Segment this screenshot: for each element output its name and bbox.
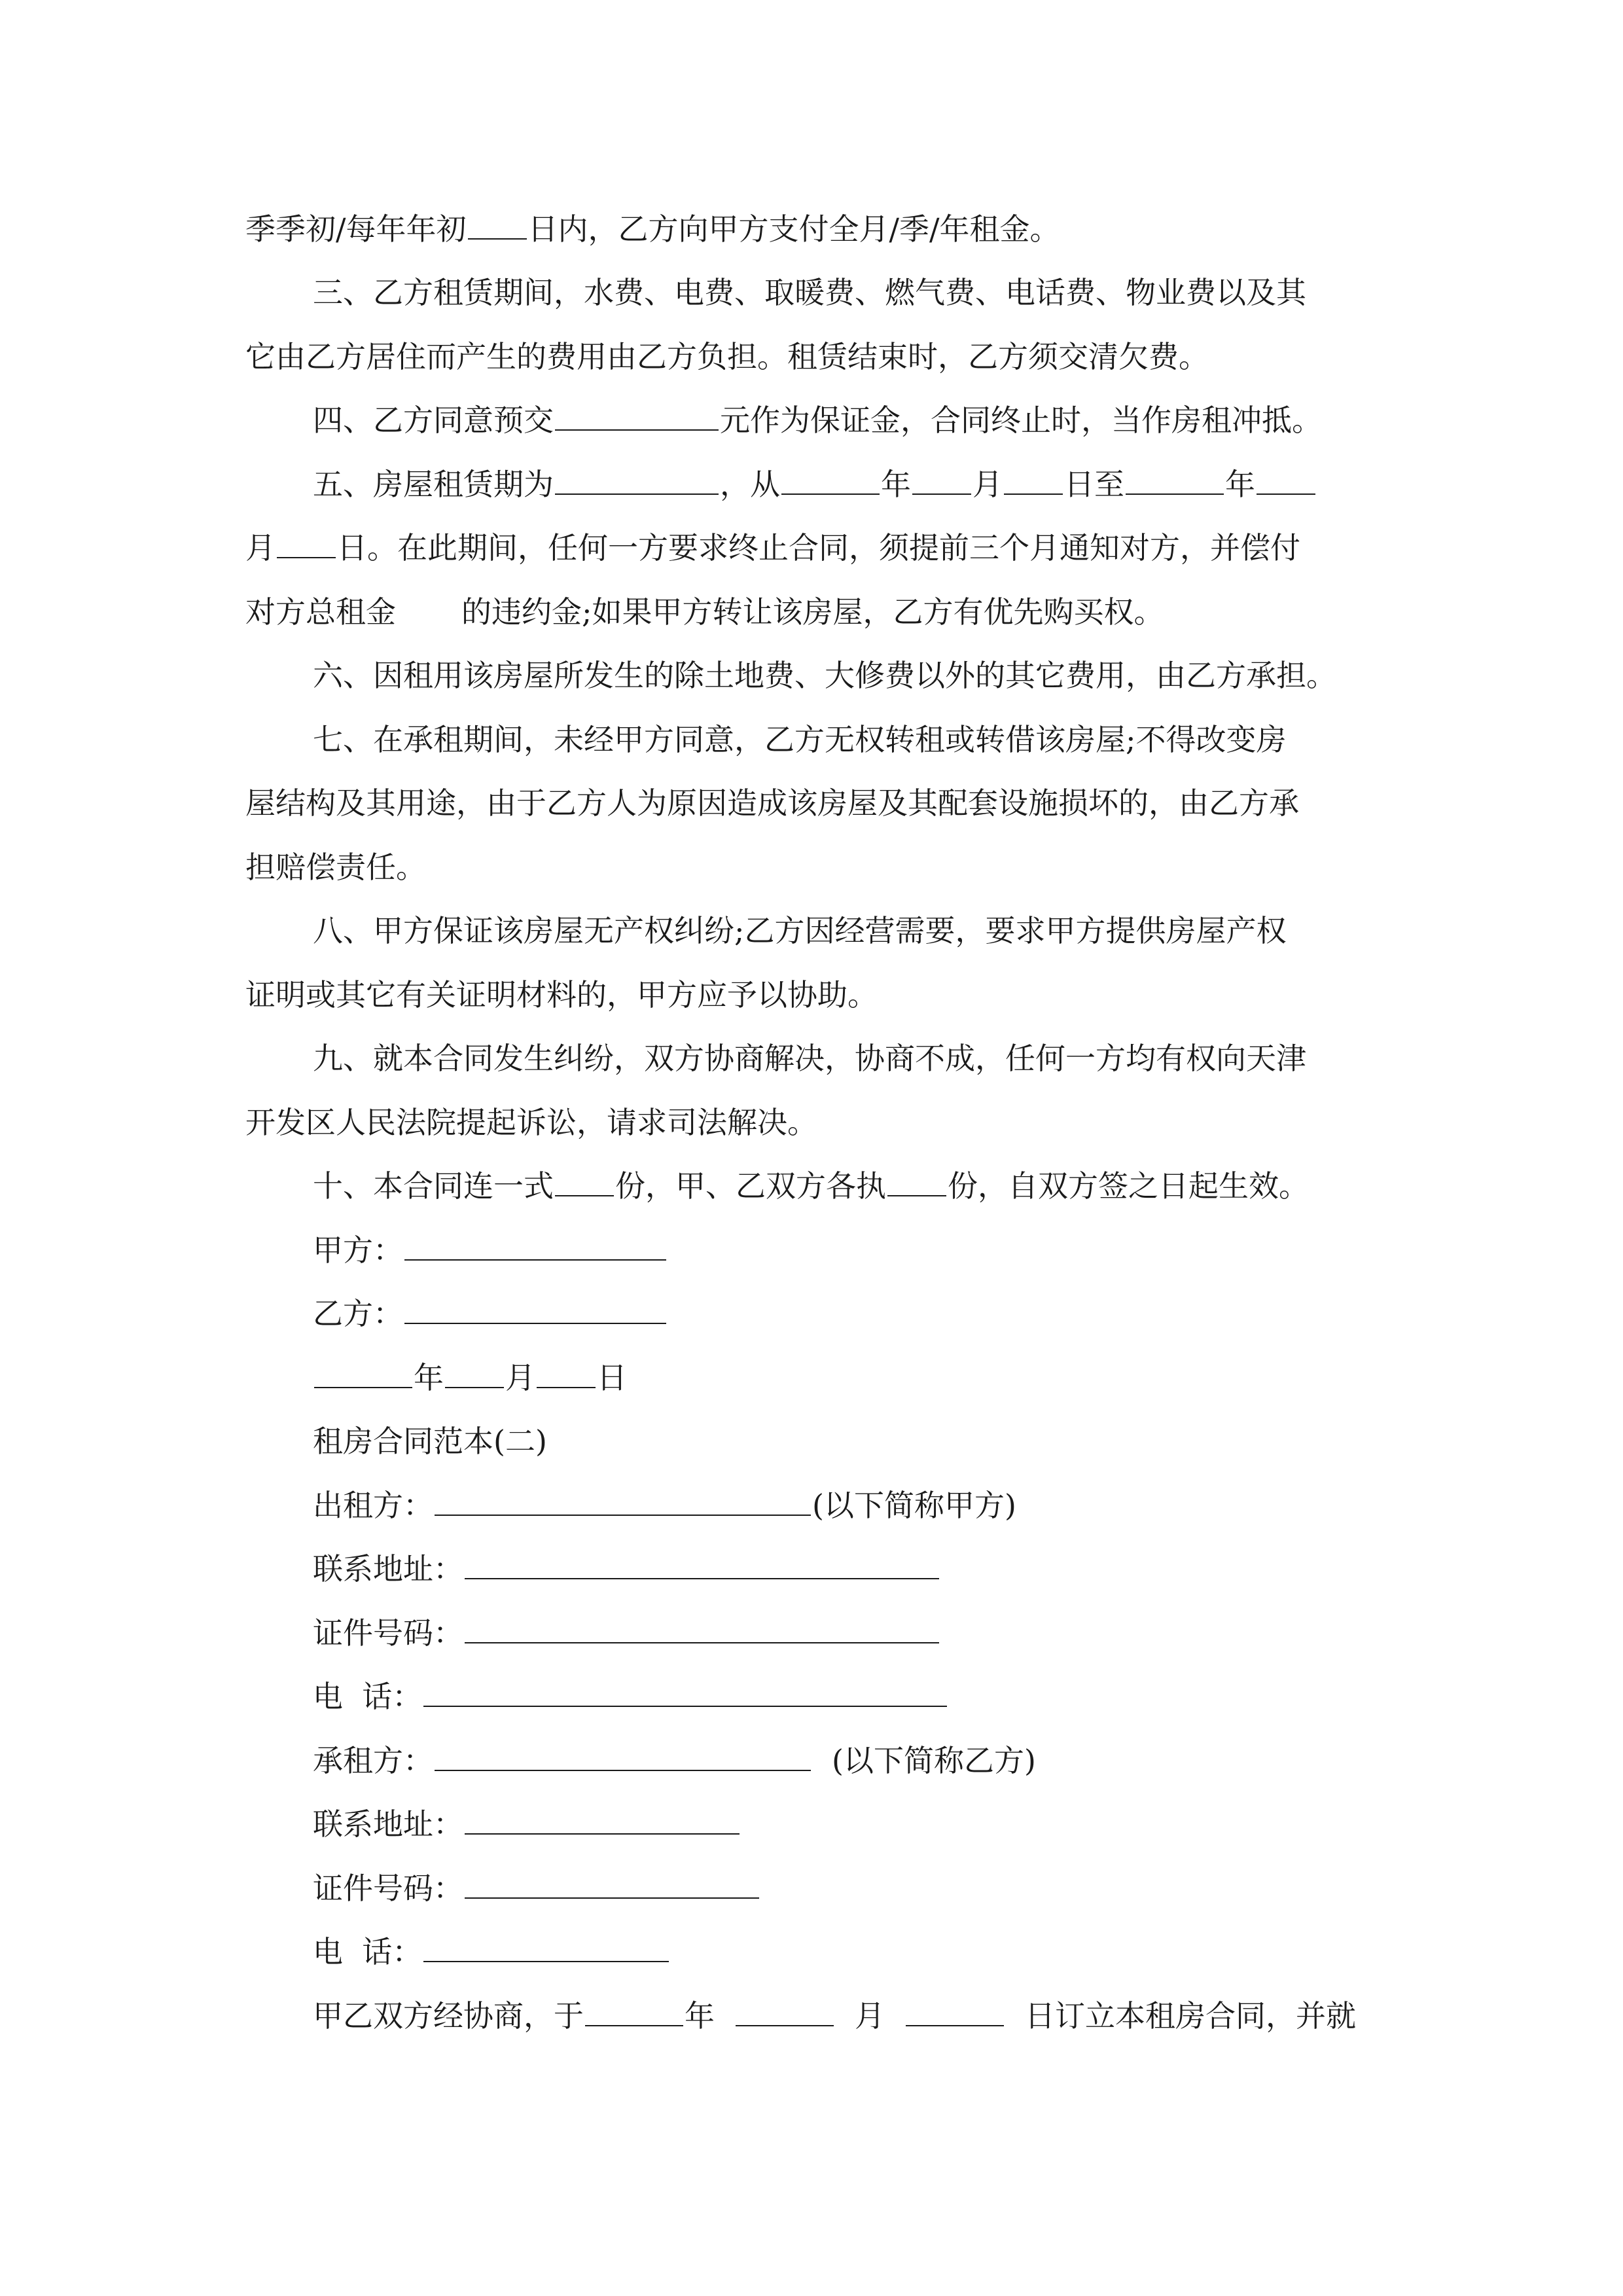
lessee-id-row: 证件号码： <box>313 1865 1465 1911</box>
clause-5-line-2: 月 日。在此期间，任何一方要求终止合同，须提前三个月通知对方，并偿付 <box>245 525 1397 571</box>
lessor-id-row: 证件号码： <box>313 1610 1465 1656</box>
clause-7-line-1: 七、在承租期间，未经甲方同意，乙方无权转租或转借该房屋;不得改变房 <box>313 722 1287 757</box>
clause-3-line-1: 三、乙方租赁期间，水费、电费、取暖费、燃气费、电话费、物业费以及其 <box>313 275 1306 310</box>
agreement-year-field[interactable] <box>585 1995 683 2026</box>
clause-5-line-3: 对方总租金 的违约金;如果甲方转让该房屋，乙方有优先购买权。 <box>245 594 1164 630</box>
lessee-id-field[interactable] <box>465 1867 759 1899</box>
clause-9-line-1: 九、就本合同发生纠纷，双方协商解决，协商不成，任何一方均有权向天津 <box>313 1041 1306 1076</box>
clause-10: 十、本合同连一式 份，甲、乙双方各执 份，自双方签之日起生效。 <box>313 1163 1465 1209</box>
lessor-address-row: 联系地址： <box>313 1546 1465 1592</box>
lessor-address-field[interactable] <box>465 1548 939 1579</box>
lessee-phone-row: 电 话： <box>313 1929 1465 1975</box>
agreement-month-field[interactable] <box>736 1995 834 2026</box>
end-day-blank <box>277 527 336 558</box>
clause-3-line-2: 它由乙方居住而产生的费用由乙方负担。租赁结束时，乙方须交清欠费。 <box>245 339 1209 374</box>
end-year-blank <box>1126 463 1224 495</box>
start-month-blank <box>912 463 971 495</box>
lessor-phone-field[interactable] <box>423 1676 947 1707</box>
sign-year-field[interactable] <box>314 1357 412 1388</box>
clause-4: 四、乙方同意预交 元作为保证金，合同终止时，当作房租冲抵。 <box>313 397 1465 443</box>
payment-days-blank <box>468 208 527 240</box>
party-b-signature: 乙方： <box>313 1291 1465 1336</box>
lessee-row: 承租方： (以下简称乙方) <box>313 1738 1465 1784</box>
copies-each-blank <box>887 1165 946 1196</box>
clause-5-line-1: 五、房屋租赁期为 ，从 年 月 日至 年 <box>313 461 1465 507</box>
end-month-blank <box>1257 463 1315 495</box>
clause-9-line-2: 开发区人民法院提起诉讼，请求司法解决。 <box>245 1105 817 1140</box>
clause-7-line-3: 担赔偿责任。 <box>245 850 426 885</box>
lessor-phone-row: 电 话： <box>313 1674 1465 1719</box>
lease-term-blank <box>555 463 719 495</box>
clause-8-line-2: 证明或其它有关证明材料的，甲方应予以协助。 <box>245 977 878 1013</box>
lessor-name-field[interactable] <box>435 1484 811 1516</box>
party-b-signature-field[interactable] <box>404 1293 666 1324</box>
clause-6: 六、因租用该房屋所发生的除土地费、大修费以外的其它费用，由乙方承担。 <box>313 658 1336 693</box>
deposit-amount-blank <box>555 399 719 431</box>
lessee-address-field[interactable] <box>465 1803 740 1835</box>
lessee-address-row: 联系地址： <box>313 1801 1465 1847</box>
clause-8-line-1: 八、甲方保证该房屋无产权纠纷;乙方因经营需要，要求甲方提供房屋产权 <box>313 913 1287 948</box>
agreement-day-field[interactable] <box>906 1995 1004 2026</box>
sign-month-field[interactable] <box>445 1357 504 1388</box>
start-day-blank <box>1004 463 1063 495</box>
lessee-name-field[interactable] <box>435 1740 811 1771</box>
clause-7-line-2: 屋结构及其用途，由于乙方人为原因造成该房屋及其配套设施损坏的，由乙方承 <box>245 785 1299 821</box>
lessor-id-field[interactable] <box>465 1612 939 1643</box>
lessee-phone-field[interactable] <box>423 1931 669 1962</box>
start-year-blank <box>781 463 880 495</box>
clause-payment-tail: 季季初/每年年初 日内，乙方向甲方支付全月/季/年租金。 <box>245 206 1397 252</box>
signature-date: 年 月 日 <box>313 1355 1465 1401</box>
template-2-title: 租房合同范本(二) <box>313 1424 547 1459</box>
sign-day-field[interactable] <box>537 1357 596 1388</box>
copies-total-blank <box>555 1165 614 1196</box>
lessor-row: 出租方： (以下简称甲方) <box>313 1482 1465 1528</box>
agreement-line: 甲乙双方经协商，于 年 月 日订立本租房合同，并就 <box>313 1993 1465 2039</box>
party-a-signature-field[interactable] <box>404 1229 666 1261</box>
party-a-signature: 甲方： <box>313 1227 1465 1273</box>
